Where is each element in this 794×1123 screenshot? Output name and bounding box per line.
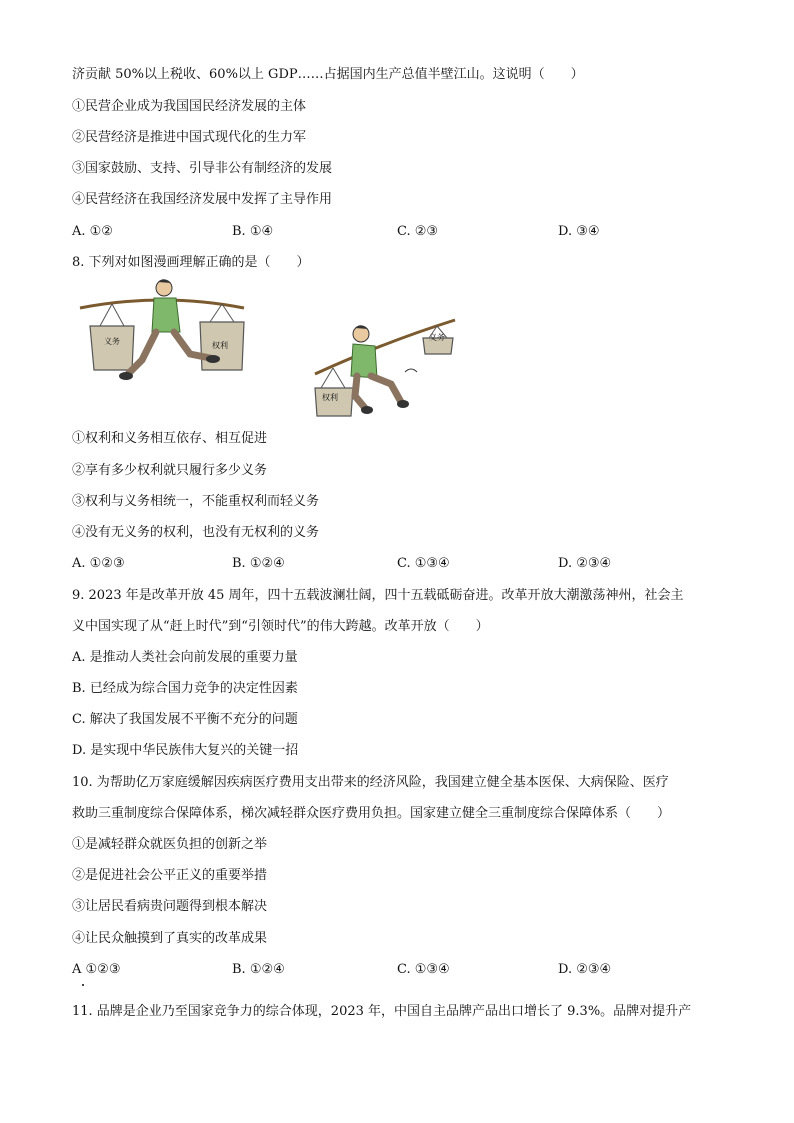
q8-item-2: ②享有多少权利就只履行多少义务 [72,463,268,478]
q10-stem-line-1: 10. 为帮助亿万家庭缓解因疾病医疗费用支出带来的经济风险，我国建立健全基本医保、大病保险、医疗 [72,775,669,790]
q9-choice-a[interactable]: A. 是推动人类社会向前发展的重要力量 [72,650,298,665]
q10-option-d[interactable]: D. ②③④ [558,962,612,977]
cartoon-panel-unbalanced [305,312,465,420]
q7-item-1: ①民营企业成为我国国民经济发展的主体 [72,99,307,114]
cartoon-2-basket-right-label: 义务 [429,333,445,342]
q9-choice-d[interactable]: D. 是实现中华民族伟大复兴的关键一招 [72,743,299,758]
q7-option-b[interactable]: B. ①④ [232,224,274,239]
q10-item-4: ④让民众触摸到了真实的改革成果 [72,931,268,946]
q10-option-c[interactable]: C. ①③④ [397,962,450,977]
q7-options [72,223,732,241]
q7-option-d[interactable]: D. ③④ [558,224,600,239]
q10-options [72,961,732,979]
q10-option-b[interactable]: B. ①②④ [232,962,285,977]
q7-option-a[interactable]: A. ①② [72,224,113,239]
q10-item-2: ②是促进社会公平正义的重要举措 [72,868,268,883]
stray-dot [82,984,84,986]
q9-stem-line-2: 义中国实现了从“赶上时代”到“引领时代”的伟大跨越。改革开放（ ） [72,619,489,634]
q10-option-a[interactable]: A ①②③ [72,962,121,977]
cartoon-panel-balanced [72,278,252,388]
cartoon-2-basket-left-label: 权利 [322,393,338,402]
q7-option-c[interactable]: C. ②③ [397,224,439,239]
q8-option-a[interactable]: A. ①②③ [72,556,125,571]
q8-item-4: ④没有无义务的权利，也没有无权利的义务 [72,525,320,540]
q10-item-1: ①是减轻群众就医负担的创新之举 [72,837,268,852]
q8-item-3: ③权利与义务相统一，不能重权利而轻义务 [72,494,320,509]
q8-option-b[interactable]: B. ①②④ [232,556,285,571]
q7-item-3: ③国家鼓励、支持、引导非公有制经济的发展 [72,161,333,176]
q9-choice-b[interactable]: B. 已经成为综合国力竞争的决定性因素 [72,681,298,696]
q8-option-d[interactable]: D. ②③④ [558,556,612,571]
q7-item-4: ④民营经济在我国经济发展中发挥了主导作用 [72,192,333,207]
q8-stem: 8. 下列对如图漫画理解正确的是（ ） [72,255,310,270]
q11-stem-line-1: 11. 品牌是企业乃至国家竞争力的综合体现，2023 年，中国自主品牌产品出口增长了 9.3%。品牌对提升产 [72,1004,692,1019]
q7-item-2: ②民营经济是推进中国式现代化的生力军 [72,130,307,145]
cartoon-1-basket-left-label: 义务 [104,337,120,346]
q10-stem-line-2: 救助三重制度综合保障体系，梯次减轻群众医疗费用负担。国家建立健全三重制度综合保障体系（ ） [72,806,671,821]
q8-options [72,555,732,573]
q10-item-3: ③让居民看病贵问题得到根本解决 [72,899,268,914]
q8-option-c[interactable]: C. ①③④ [397,556,450,571]
q9-stem-line-1: 9. 2023 年是改革开放 45 周年，四十五载波澜壮阔，四十五载砥砺奋进。改革开放大潮激荡神州，社会主 [72,588,684,603]
cartoon-1-basket-right-label: 权利 [212,341,228,350]
q7-stem-continuation: 济贡献 50%以上税收、60%以上 GDP……占据国内生产总值半壁江山。这说明（ ） [72,67,584,82]
q9-choice-c[interactable]: C. 解决了我国发展不平衡不充分的问题 [72,712,298,727]
q8-item-1: ①权利和义务相互依存、相互促进 [72,431,268,446]
